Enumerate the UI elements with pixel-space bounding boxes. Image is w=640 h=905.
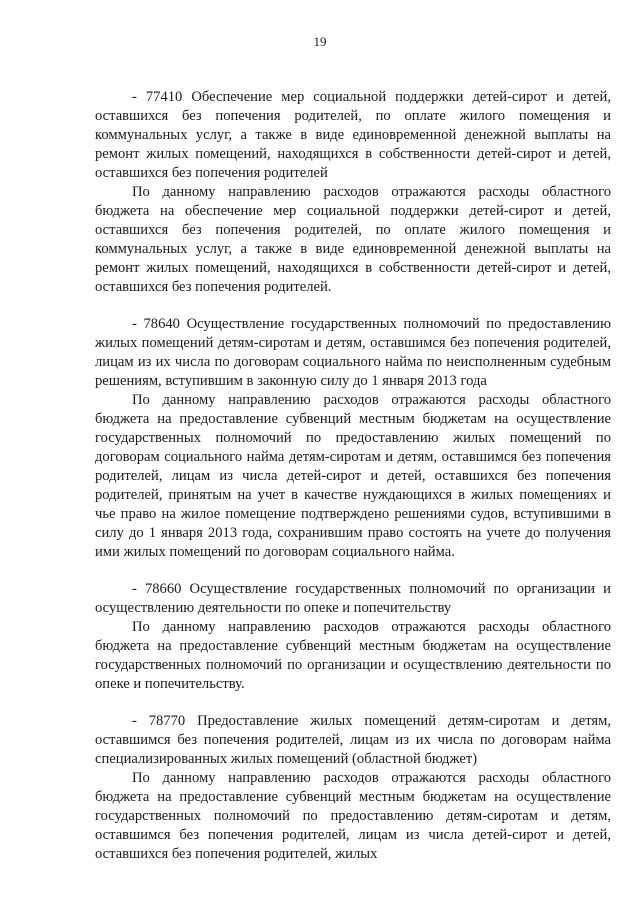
section-heading: - 77410 Обеспечение мер социальной поддержки детей-сирот и детей, оставшихся без попечения родителей, по оплате жилого помещения и коммунальных услуг, а также в виде единовременной денежной выплаты на ремонт жилых помещений, находящихся в собственности детей-сирот и детей, оставшихся без попечения родителей [95, 89, 611, 181]
section-78770 [95, 712, 611, 864]
section-body: По данному направлению расходов отражаются расходы областного бюджета на предоставление субвенций местным бюджетам на осуществление государственных полномочий по предоставлению детям-сиротам и детям, оставшимся без попечения родителей, лицам из числа детей-сирот и детей, оставшихся без попечения родителей, жилых [95, 770, 611, 862]
section-heading: - 78640 Осуществление государственных полномочий по предоставлению жилых помещений детям-сиротам и детям, оставшимся без попечения родителей, лицам из их числа по договорам социального найма по неисполненным судебным решениям, вступившим в законную силу до 1 января 2013 года [95, 316, 611, 389]
document-body [95, 88, 611, 864]
section-heading: - 78660 Осуществление государственных полномочий по организации и осуществлению деятельности по опеке и попечительству [95, 581, 611, 616]
section-heading: - 78770 Предоставление жилых помещений детям-сиротам и детям, оставшимся без попечения родителей, лицам из их числа по договорам найма специализированных жилых помещений (областной бюджет) [95, 713, 611, 767]
section-spacer [95, 694, 611, 712]
section-78660 [95, 580, 611, 694]
section-spacer [95, 297, 611, 315]
section-body: По данному направлению расходов отражаются расходы областного бюджета на обеспечение мер социальной поддержки детей-сирот и детей, оставшихся без попечения родителей, по оплате жилого помещения и коммунальных услуг, а также в виде единовременной денежной выплаты на ремонт жилых помещений, находящихся в собственности детей-сирот и детей, оставшихся без попечения родителей. [95, 184, 611, 295]
section-78640 [95, 315, 611, 562]
page-number: 19 [313, 34, 327, 49]
section-77410 [95, 88, 611, 297]
section-spacer [95, 562, 611, 580]
section-body: По данному направлению расходов отражаются расходы областного бюджета на предоставление субвенций местным бюджетам на осуществление государственных полномочий по организации и осуществлению деятельности по опеке и попечительству. [95, 619, 611, 692]
section-body: По данному направлению расходов отражаются расходы областного бюджета на предоставление субвенций местным бюджетам на осуществление государственных полномочий по предоставлению жилых помещений по договорам социального найма детям-сиротам и детям, оставшимся без попечения родителей, лицам из числа детей-сирот и детей, оставшихся без попечения родителей, принятым на учет в качестве нуждающихся в жилых помещениях и чье право на жилое помещение подтверждено решениями судов, вступившими в силу до 1 января 2013 года, сохранившим право состоять на учете до получения ими жилых помещений по договорам социального найма. [95, 392, 611, 560]
